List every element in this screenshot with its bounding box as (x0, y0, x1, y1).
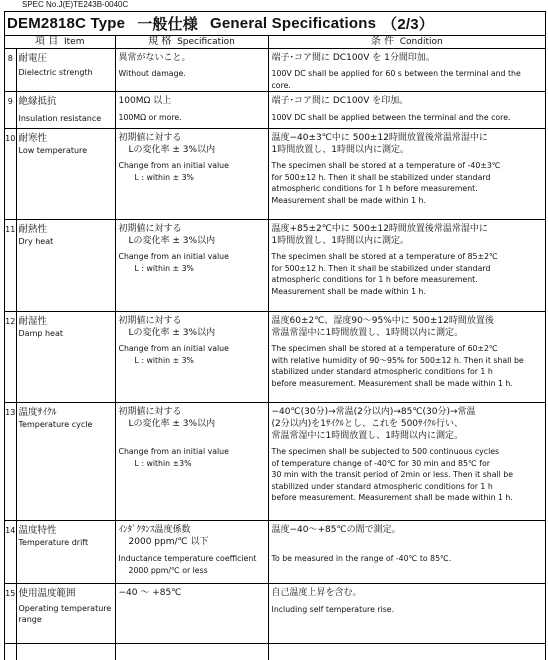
table-row (5, 129, 545, 220)
spec-number: SPEC No.J(E)TE243B-0040C (22, 0, 129, 9)
header-item: 項 目 Item (5, 36, 115, 49)
table-header (5, 36, 545, 49)
row-number: 11 (5, 220, 16, 312)
row-condition: 温度60±2℃、湿度90〜95%中に 500±12時間放置後 常温常湿中に1時間放置し、1時間以内に測定。 The specimen shall be stored at a temperature of 60±2℃ with relative humidity of 90〜95% for 500±12 h. Then it shall be stabilized under standard atmospheric conditions for 1 h before measurement. Measurement shall be made within 1 h. (268, 312, 545, 403)
row-number: 10 (5, 129, 16, 220)
row-item: 耐寒性 Low temperature (16, 129, 115, 220)
row-condition: 温度−40±3℃中に 500±12時間放置後常温常湿中に 1時間放置し、1時間以内に測定。 The specimen shall be stored at a temperature of -40±3℃ for 500±12 h. Then it shall be stabilized under standard atmospheric conditions for 1 h before measurement. Measurement shall be made within 1 h. (268, 129, 545, 220)
row-condition: 端子･コア間に DC100V を印加。 100V DC shall be applied between the terminal and the core. (268, 92, 545, 129)
row-number: 9 (5, 92, 16, 129)
row-item: 耐熱性 Dry heat (16, 220, 115, 312)
table-row (5, 403, 545, 521)
title-jp: 一般仕様 (137, 16, 199, 33)
table-row-partial (5, 644, 545, 660)
row-spec: ｲﾝﾀﾞｸﾀﾝｽ温度係数 2000 ppm/℃ 以下 Inductance temperature coefficient 2000 ppm/℃ or less (115, 521, 268, 584)
row-item: 温度特性 Temperature drift (16, 521, 115, 584)
row-spec: 異常がないこと。 Without damage. (115, 49, 268, 92)
page-title (5, 12, 545, 36)
table-row (5, 220, 545, 312)
row-number: 13 (5, 403, 16, 521)
title-en: General Specifications (210, 15, 377, 32)
spec-table (5, 36, 545, 660)
table-row (5, 584, 545, 644)
table-row (5, 521, 545, 584)
row-condition: −40℃(30分)→常温(2分以内)→85℃(30分)→常温 (2分以内)を1ｻｲｸﾙとし、これを 500ｻｲｸﾙ行い、 常温常湿中に1時間放置し、1時間以内に測定。 The specimen shall be subjected to 500 continuous cycles of temperature change of -40℃ for 30 min and 85℃ for 30 min with the transit period of 2min or less. Then it shall be stabilized under standard atmospheric conditions for 1 h before measurement. Measurement shall be made within 1 h. (268, 403, 545, 521)
row-number: 12 (5, 312, 16, 403)
row-item: 絶縁抵抗 Insulation resistance (16, 92, 115, 129)
table-row (5, 92, 545, 129)
table-row (5, 312, 545, 403)
row-spec: −40 〜 +85℃ (115, 584, 268, 644)
title-model: DEM2818C Type (7, 15, 126, 32)
row-spec: 初期値に対する Lの変化率 ± 3%以内 Change from an initial value L : within ± 3% (115, 312, 268, 403)
table-row (5, 49, 545, 92)
row-condition: 温度−40〜+85℃の間で測定。 To be measured in the range of -40℃ to 85℃. (268, 521, 545, 584)
row-spec: 初期値に対する Lの変化率 ± 3%以内 Change from an initial value L : within ± 3% (115, 220, 268, 312)
row-condition: 温度+85±2℃中に 500±12時間放置後常温常湿中に 1時間放置し、1時間以内に測定。 The specimen shall be stored at a temperature of 85±2℃ for 500±12 h. Then it shall be stabilized under standard atmospheric conditions for 1 h before measurement. Measurement shall be made within 1 h. (268, 220, 545, 312)
row-spec: 100MΩ 以上 100MΩ or more. (115, 92, 268, 129)
title-page: （2/3） (382, 16, 435, 33)
header-condition: 条 件 Condition (268, 36, 545, 49)
row-spec: 初期値に対する Lの変化率 ± 3%以内 Change from an initial value L : within ±3% (115, 403, 268, 521)
row-item: 使用温度範囲 Operating temperature range (16, 584, 115, 644)
spec-page (4, 11, 546, 660)
row-item: 温度ｻｲｸﾙ Temperature cycle (16, 403, 115, 521)
row-condition: 自己温度上昇を含む。 Including self temperature rise. (268, 584, 545, 644)
row-number: 14 (5, 521, 16, 584)
row-condition: 端子･コア間に DC100V を 1分間印加。 100V DC shall be applied for 60 s between the terminal and the core. (268, 49, 545, 92)
row-item: 耐電圧 Dielectric strength (16, 49, 115, 92)
row-item: 耐湿性 Damp heat (16, 312, 115, 403)
header-spec: 規 格 Specification (115, 36, 268, 49)
row-spec: 初期値に対する Lの変化率 ± 3%以内 Change from an initial value L : within ± 3% (115, 129, 268, 220)
row-number: 8 (5, 49, 16, 92)
row-number: 15 (5, 584, 16, 644)
